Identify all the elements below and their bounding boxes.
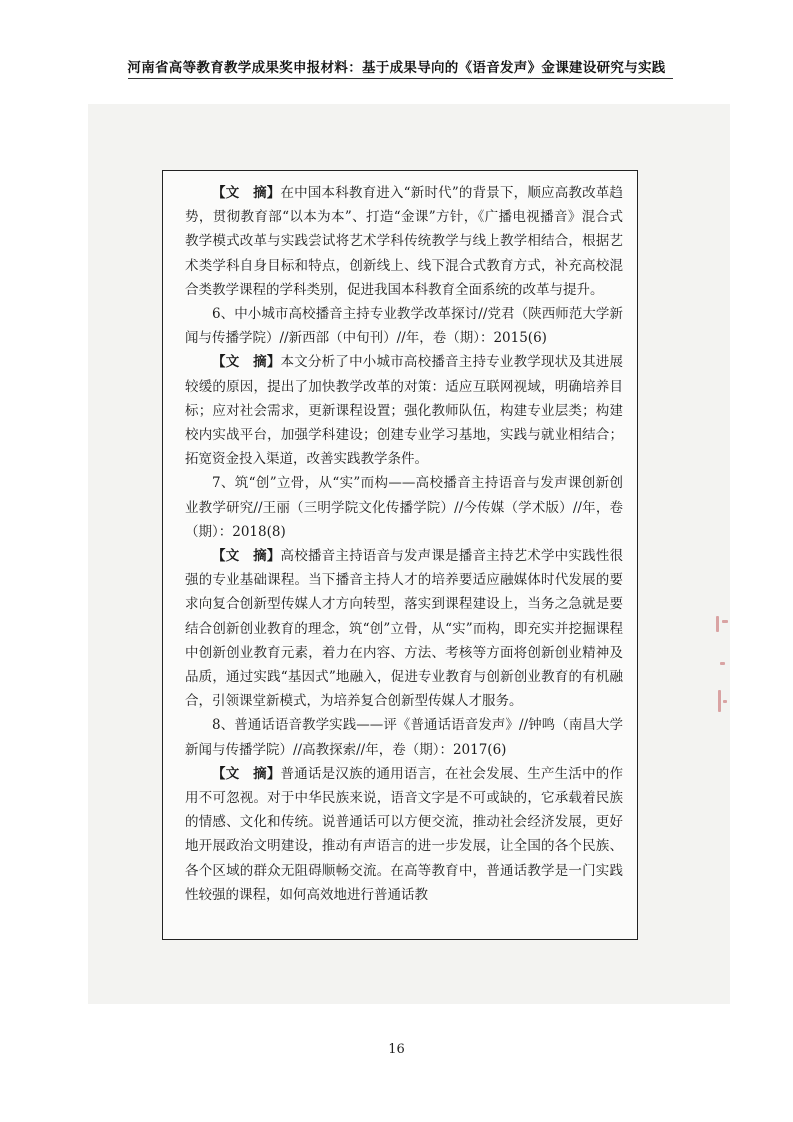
reference-text: 6、中小城市高校播音主持专业教学改革探讨//党君（陕西师范大学新闻与传播学院）//新西部（中旬刊）//年，卷（期）：2015(6): [185, 306, 623, 347]
abstract-content: [185, 181, 623, 907]
stamp-mark: [716, 616, 719, 632]
stamp-mark: [722, 620, 728, 623]
page-number: 16: [388, 1042, 405, 1057]
abstract-paragraph: [185, 762, 623, 907]
reference-text: 8、普通话语音教学实践——评《普通话语音发声》//钟鸣（南昌大学新闻与传播学院）//高教探索//年，卷（期）：2017(6): [185, 717, 623, 758]
abstract-paragraph: [185, 544, 623, 713]
abstract-box: [162, 170, 638, 940]
abstract-paragraph: [185, 350, 623, 471]
abstract-text: 普通话是汉族的通用语言，在社会发展、生产生活中的作用不可忽视。对于中华民族来说，语音文字是不可或缺的，它承载着民族的情感、文化和传统。说普通话可以方便交流，推动社会经济发展，更好地开展政治文明建设，推动有声语言的进一步发展，让全国的各个民族、各个区域的群众无阻碍顺畅交流。在高等教育中，普通话教学是一门实践性较强的课程，如何高效地进行普通话教: [185, 765, 624, 903]
abstract-text: 在中国本科教育进入“新时代”的背景下，顺应高教改革趋势，贯彻教育部“以本为本”、打造“金课”方针，《广播电视播音》混合式教学模式改革与实践尝试将艺术学科传统教学与线上教学相结合，根据艺术类学科自身目标和特点，创新线上、线下混合式教育方式，补充高校混合类教学课程的学科类别，促进我国本科教育全面系统的改革与提升。: [185, 185, 623, 298]
abstract-label: 【文 摘】: [212, 765, 281, 782]
margin-stamp-marks: [712, 612, 734, 722]
abstract-label: 【文 摘】: [212, 354, 281, 371]
reference-entry: [185, 302, 623, 350]
running-header: 河南省高等教育教学成果奖申报材料：基于成果导向的《语音发声》金课建设研究与实践: [127, 60, 666, 76]
reference-entry: [185, 471, 623, 544]
header-rule: [128, 78, 673, 79]
reference-text: 7、筑“创”立骨，从“实”而构——高校播音主持语音与发声课创新创业教学研究//王丽（三明学院文化传播学院）//今传媒（学术版）//年，卷（期）：2018(8): [185, 475, 623, 540]
stamp-mark: [723, 700, 727, 703]
stamp-mark: [720, 662, 725, 665]
abstract-label: 【文 摘】: [212, 185, 281, 201]
stamp-mark: [718, 690, 721, 712]
abstract-label: 【文 摘】: [212, 548, 281, 565]
abstract-paragraph: [185, 181, 623, 302]
reference-entry: [185, 713, 623, 761]
abstract-text: 高校播音主持语音与发声课是播音主持艺术学中实践性很强的专业基础课程。当下播音主持人才的培养要适应融媒体时代发展的要求向复合创新型传媒人才方向转型，落实到课程建设上，当务之急就是要结合创新创业教育的理念，筑“创”立骨，从“实”而构，即充实并挖掘课程中创新创业教育元素，着力在内容、方法、考核等方面将创新创业精神及品质，通过实践“基因式”地融入，促进专业教育与创新创业教育的有机融合，引领课堂新模式，为培养复合创新型传媒人才服务。: [185, 548, 624, 710]
abstract-text: 本文分析了中小城市高校播音主持专业教学现状及其进展较缓的原因，提出了加快教学改革的对策：适应互联网视域，明确培养目标；应对社会需求，更新课程设置；强化教师队伍，构建专业层类；构建校内实战平台，加强学科建设；创建专业学习基地，实践与就业相结合；拓宽资金投入渠道，改善实践教学条件。: [185, 354, 624, 468]
